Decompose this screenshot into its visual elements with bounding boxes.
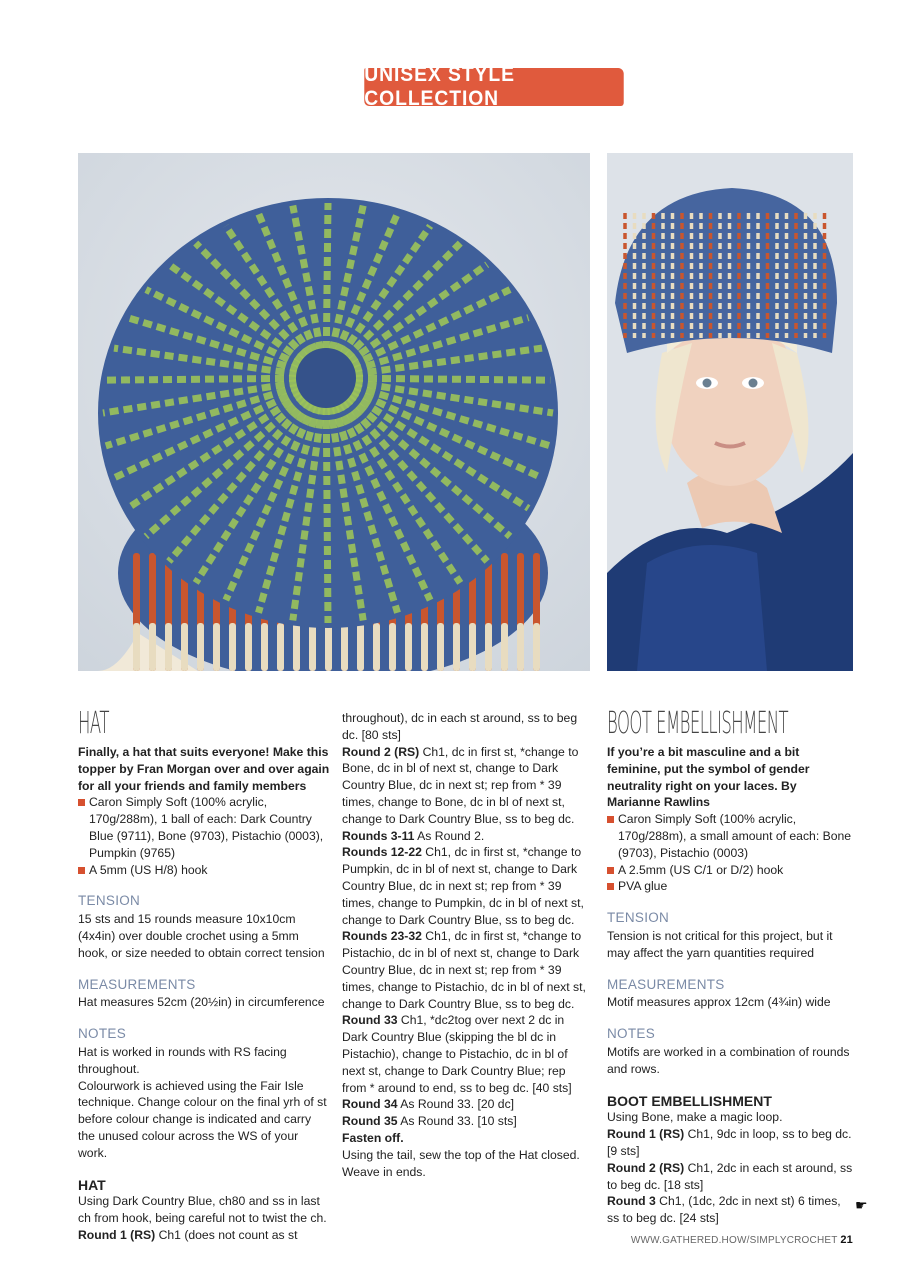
hat-title: HAT — [78, 706, 109, 741]
measurements-heading: MEASUREMENTS — [607, 976, 725, 992]
notes-text: Colourwork is achieved using the Fair Isle technique. Change colour on the final yrh of st before colour change is indicated and carry the unused colour across the WS of your work. — [78, 1078, 327, 1160]
round-label: Rounds 23-32 — [342, 929, 422, 944]
round-label: Round 34 — [342, 1097, 398, 1112]
round-text: As Round 33. [20 dc] — [397, 1097, 515, 1112]
round-instruction — [342, 1096, 592, 1113]
round-continuation: throughout), dc in each st around, ss to beg dc. [80 sts] — [342, 711, 578, 742]
round-text: Ch1, dc in first st, *change to Pistachio, dc in bl of next st, change to Dark Country Blue, dc in next st; rep from * 39 times, change to Pistachio, dc in bl of next st, change to Dark Country Blue, ss to beg dc. — [342, 929, 586, 1011]
list-item: A 5mm (US H/8) hook — [78, 862, 330, 879]
notes-heading: NOTES — [78, 1026, 127, 1042]
hat-closeup-photo — [78, 153, 590, 671]
boot-title: BOOT EMBELLISHMENT — [607, 706, 789, 741]
notes-text: Motifs are worked in a combination of rounds and rows. — [607, 1044, 850, 1076]
round-instruction — [342, 744, 592, 828]
hat-column — [78, 706, 330, 1244]
page-number: 21 — [840, 1234, 853, 1246]
tension-text: Tension is not critical for this project, but it may affect the yarn quantities required — [607, 928, 833, 960]
pattern-intro: Using Bone, make a magic loop. — [607, 1110, 783, 1125]
round-text: As Round 33. [10 sts] — [397, 1114, 517, 1129]
round-label: Rounds 3-11 — [342, 828, 415, 843]
round-text: Ch1, (1dc, 2dc in next st) 6 times, ss to beg dc. [24 sts] — [607, 1194, 841, 1226]
round-text: Ch1, dc in first st, *change to Pumpkin, dc in bl of next st, change to Dark Country Blue, dc in next st; rep from * 39 times, change to Pumpkin, dc in bl of next st, change to Dark Country Blue, ss to beg dc. — [342, 845, 584, 927]
finishing-text: Using the tail, sew the top of the Hat closed. Weave in ends. — [342, 1147, 580, 1179]
round-instruction — [342, 1012, 592, 1096]
round-label: Round 3 — [607, 1194, 656, 1209]
round-instruction — [607, 1126, 853, 1160]
pattern-heading: BOOT EMBELLISHMENT — [607, 1092, 772, 1109]
pattern-intro: Using Dark Country Blue, ch80 and ss in last ch from hook, being careful not to twist the ch. — [78, 1194, 327, 1226]
footer-url: WWW.GATHERED.HOW/SIMPLYCROCHET — [630, 1235, 838, 1246]
pattern-heading: HAT — [78, 1176, 106, 1193]
round-text: Ch1, dc in first st, *change to Bone, dc in bl of next st, change to Dark Country Blue, dc in next st; rep from * 39 times, change to Bone, dc in bl of next st, change to Dark Country Blue, ss to beg dc. — [342, 744, 579, 826]
round-instruction — [78, 1227, 330, 1244]
hat-materials-list — [78, 794, 330, 878]
round-label: Round 33 — [342, 1013, 398, 1028]
round-instruction — [607, 1160, 853, 1194]
round-label: Round 1 (RS) — [78, 1227, 156, 1242]
page-footer — [631, 1234, 853, 1246]
tension-heading: TENSION — [78, 893, 141, 909]
hat-pattern-column — [342, 710, 592, 1180]
round-label: Rounds 12-22 — [342, 845, 422, 860]
list-item: PVA glue — [607, 878, 853, 895]
round-instruction — [342, 844, 592, 928]
list-item: Caron Simply Soft (100% acrylic, 170g/288m), 1 ball of each: Dark Country Blue (9711), Bone (9703), Pistachio (0003), Pumpkin (9765) — [78, 794, 330, 861]
round-text: Ch1 (does not count as st — [155, 1227, 298, 1242]
round-instruction — [607, 1193, 853, 1227]
round-label: Round 2 (RS) — [607, 1160, 685, 1175]
list-item: A 2.5mm (US C/1 or D/2) hook — [607, 862, 853, 879]
round-text: Ch1, 9dc in loop, ss to beg dc. [9 sts] — [607, 1127, 852, 1158]
boot-materials-list — [607, 811, 853, 895]
round-label: Round 2 (RS) — [342, 744, 420, 759]
round-label: Round 1 (RS) — [607, 1127, 685, 1142]
round-instruction — [342, 828, 592, 845]
round-label: Round 35 — [342, 1114, 398, 1129]
measurements-heading: MEASUREMENTS — [78, 976, 196, 992]
round-instruction — [342, 928, 592, 1012]
round-text: As Round 2. — [414, 828, 485, 843]
notes-heading: NOTES — [607, 1026, 656, 1042]
measurements-text: Motif measures approx 12cm (4¾in) wide — [607, 995, 831, 1010]
fasten-off: Fasten off. — [342, 1130, 404, 1145]
measurements-text: Hat measures 52cm (20½in) in circumference — [78, 995, 325, 1010]
collection-banner: UNISEX STYLE COLLECTION — [364, 68, 623, 106]
boot-column — [607, 706, 853, 1227]
tension-heading: TENSION — [607, 910, 670, 926]
tension-text: 15 sts and 15 rounds measure 10x10cm (4x4in) over double crochet using a 5mm hook, or size needed to obtain correct tension — [78, 912, 325, 960]
list-item: Caron Simply Soft (100% acrylic, 170g/288m), a small amount of each: Bone (9703), Pistachio (0003) — [607, 811, 853, 861]
round-text: Ch1, *dc2tog over next 2 dc in Dark Country Blue (skipping the bl dc in Pistachio), change to Pistachio, dc in bl of next st, change to Dark Country Blue; rep from * around to end, ss to beg dc. [40 sts] — [342, 1013, 572, 1095]
notes-text: Hat is worked in rounds with RS facing throughout. — [78, 1044, 287, 1076]
round-instruction — [342, 1113, 592, 1130]
boot-intro: If you’re a bit masculine and a bit feminine, put the symbol of gender neutrality right on your laces. By Marianne Rawlins — [607, 745, 810, 810]
hat-intro: Finally, a hat that suits everyone! Make this topper by Fran Morgan over and over again for all your friends and family members — [78, 745, 330, 793]
round-text: Ch1, 2dc in each st around, ss to beg dc. [18 sts] — [607, 1160, 853, 1192]
model-wearing-hat-photo — [607, 153, 853, 671]
continue-arrow-icon: ☛ — [855, 1197, 868, 1213]
